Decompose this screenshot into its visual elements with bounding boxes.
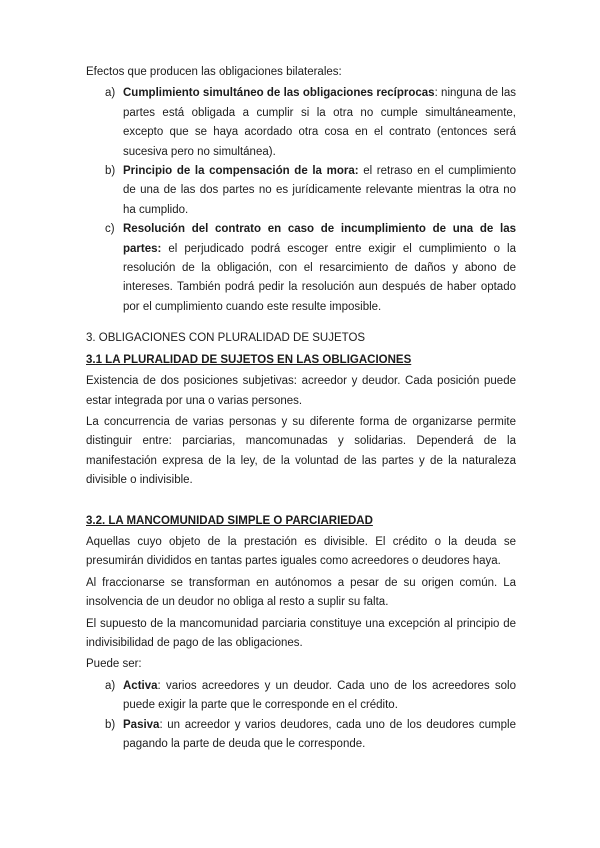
puede-ser-paragraph: Puede ser: <box>86 658 142 671</box>
section-3-1-paragraph-2: La concurrencia de varias personas y su diferente forma de organizarse permite distinguir entre: parciarias, mancomunadas y solidarias. Dependerá de la manifestación expresa de la ley, de la voluntad de las partes y de la naturaleza divisible o indivisible. <box>86 415 516 487</box>
intro-paragraph: Efectos que producen las obligaciones bilaterales: <box>86 66 342 78</box>
list-item-text: : un acreedor y varios deudores, cada uno de los deudores cumple pagando la parte de deuda que le corresponde. <box>123 718 516 750</box>
list-item-text: el retraso en el cumplimiento de una de las dos partes no es jurídicamente relevante mientras la otra no ha cumplido. <box>123 165 516 216</box>
section-3-2-paragraph-1: Aquellas cuyo objeto de la prestación es divisible. El crédito o la deuda se presumirán divididos en tantas partes iguales como acreedores o deudores haya. <box>86 535 516 568</box>
section-3-heading: 3. OBLIGACIONES CON PLURALIDAD DE SUJETOS <box>86 332 366 345</box>
list-item-lead-bold: Principio de la compensación de la mora: <box>123 165 359 178</box>
list-item-text: el perjudicado podrá escoger entre exigir el cumplimiento o la resolución de la obligación, con el resarcimiento de daños y abono de intereses. También podrá pedir la resolución aun después de haber optado por el cumplimiento cuando este resulte imposible. <box>123 242 516 313</box>
list-marker: c) <box>105 223 115 236</box>
list-item-text: : varios acreedores y un deudor. Cada uno de los acreedores solo puede exigir la parte que le corresponde en el crédito. <box>123 679 516 712</box>
list-item-text: : ninguna de las partes está obligada a cumplir si la otra no cumple simultáneamente, excepto que se haya acordado otra cosa en el contrato (entonces será sucesiva pero no simultánea). <box>123 87 517 158</box>
list-marker: b) <box>105 718 116 731</box>
types-list <box>105 677 516 755</box>
list-item-a <box>105 84 517 162</box>
section-3-2-paragraph-2: Al fraccionarse se transforman en autónomos a pesar de su origen común. La insolvencia de un deudor no obliga al resto a suplir su falta. <box>86 576 516 609</box>
list-item-lead-bold: Pasiva <box>123 718 160 731</box>
document-page <box>86 63 516 756</box>
section-3-2-heading: 3.2. LA MANCOMUNIDAD SIMPLE O PARCIARIEDAD <box>86 514 373 527</box>
section-3-1-paragraph-1: Existencia de dos posiciones subjetivas: acreedor y deudor. Cada posición puede estar integrada por una o varias persones. <box>86 375 516 407</box>
section-3-1-heading: 3.1 LA PLURALIDAD DE SUJETOS EN LAS OBLIGACIONES <box>86 353 412 366</box>
list-item-pasiva <box>105 716 516 755</box>
list-marker: a) <box>105 87 116 100</box>
list-marker: b) <box>105 165 116 178</box>
list-item-lead-bold: Activa <box>123 679 158 692</box>
list-item-b <box>105 162 516 220</box>
list-item-lead-bold: Resolución del contrato en caso de incumplimiento de una de las partes: <box>123 223 516 255</box>
effects-list <box>105 84 517 317</box>
list-item-c <box>105 220 516 317</box>
list-item-activa <box>105 677 516 716</box>
list-item-lead-bold: Cumplimiento simultáneo de las obligaciones recíprocas <box>123 87 435 100</box>
list-marker: a) <box>105 679 116 692</box>
section-3-2-paragraph-3: El supuesto de la mancomunidad parciaria constituye una excepción al principio de indivisibilidad de pago de las obligaciones. <box>86 617 516 649</box>
